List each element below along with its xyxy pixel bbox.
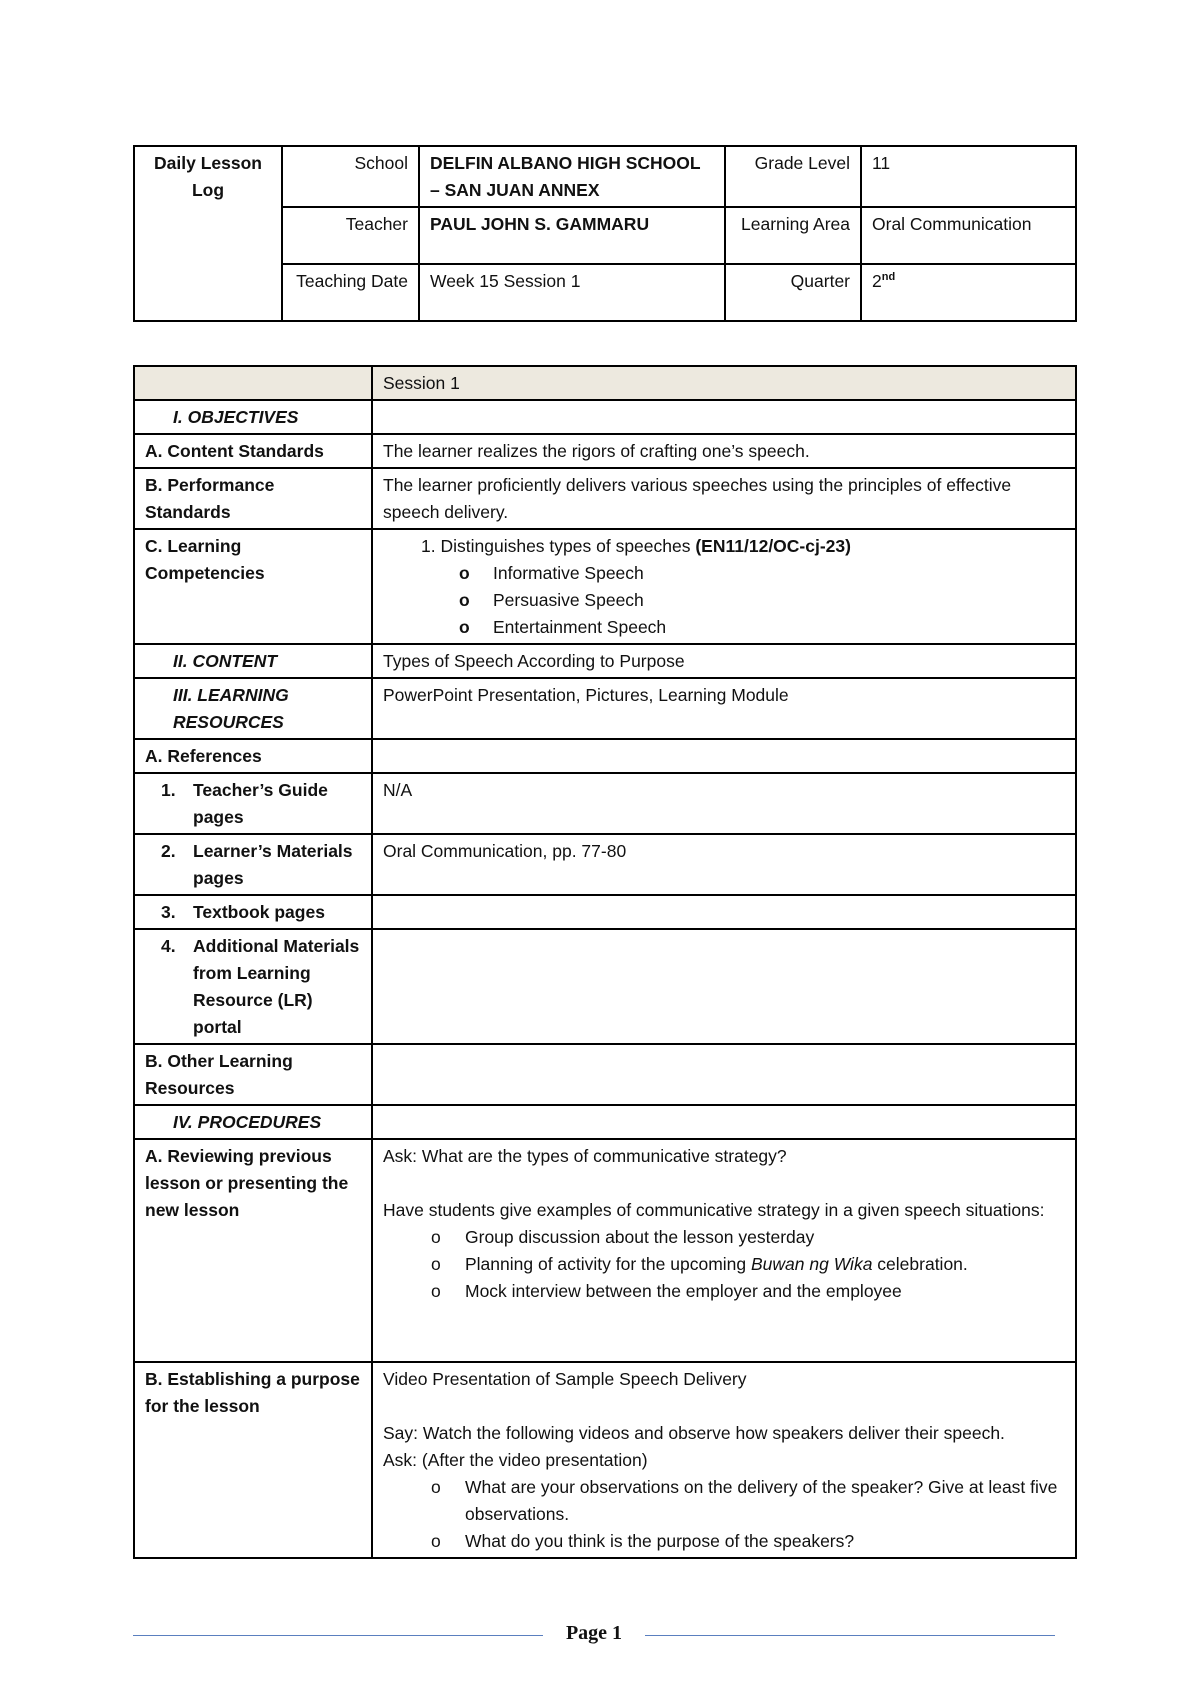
- school-value: DELFIN ALBANO HIGH SCHOOL – SAN JUAN ANNEX: [419, 146, 725, 207]
- purpose-label: B. Establishing a purpose for the lesson: [134, 1362, 372, 1558]
- ref-number: 1.: [161, 780, 176, 800]
- ref-value: [372, 929, 1076, 1044]
- ref-label: Learner’s Materials pages: [193, 841, 353, 888]
- content-value: Types of Speech According to Purpose: [372, 644, 1076, 678]
- review-label: A. Reviewing previous lesson or presenting the new lesson: [134, 1139, 372, 1362]
- grade-value: 11: [861, 146, 1076, 207]
- ref-number: 2.: [161, 841, 176, 861]
- quarter-value: [861, 264, 1076, 321]
- ref-item-2: [134, 834, 372, 895]
- ref-label: Teacher’s Guide pages: [193, 780, 328, 827]
- references-label: A. References: [134, 739, 372, 773]
- list-item: o Group discussion about the lesson yesterday: [431, 1224, 1065, 1251]
- list-item: [431, 1251, 1065, 1278]
- review-instruction: Have students give examples of communicative strategy in a given speech situations:: [383, 1200, 1045, 1220]
- list-item: o Informative Speech: [459, 560, 1065, 587]
- competency-text: Distinguishes types of speeches: [440, 536, 696, 556]
- area-value: Oral Communication: [861, 207, 1076, 264]
- page-number: Page 1: [565, 1622, 623, 1644]
- page-footer: [133, 1620, 1055, 1650]
- lesson-log-table: [133, 365, 1077, 1559]
- date-value: Week 15 Session 1: [419, 264, 725, 321]
- ref-value: [372, 895, 1076, 929]
- list-item-text: celebration.: [872, 1254, 968, 1274]
- review-value: [372, 1139, 1076, 1362]
- ref-item-1: [134, 773, 372, 834]
- references-empty: [372, 739, 1076, 773]
- review-ask: Ask: What are the types of communicative strategy?: [383, 1146, 787, 1166]
- quarter-number: 2: [872, 271, 882, 291]
- purpose-value: [372, 1362, 1076, 1558]
- objectives-heading: I. OBJECTIVES: [134, 400, 372, 434]
- header-table: [133, 145, 1077, 322]
- other-resources-empty: [372, 1044, 1076, 1105]
- competencies-label: C. Learning Competencies: [134, 529, 372, 644]
- ref-value: N/A: [372, 773, 1076, 834]
- log-title: Daily Lesson Log: [134, 146, 282, 321]
- list-item: o What are your observations on the delivery of the speaker? Give at least five observations.: [431, 1474, 1065, 1528]
- content-heading: II. CONTENT: [134, 644, 372, 678]
- list-item-emphasis: Buwan ng Wika: [751, 1254, 873, 1274]
- review-list: [383, 1224, 1065, 1305]
- competency-line: [383, 533, 1065, 560]
- purpose-say: Say: Watch the following videos and observe how speakers deliver their speech.: [383, 1423, 1005, 1443]
- list-item: o Entertainment Speech: [459, 614, 1065, 641]
- session-header-empty: [134, 366, 372, 400]
- ref-item-3: [134, 895, 372, 929]
- teacher-value: PAUL JOHN S. GAMMARU: [419, 207, 725, 264]
- other-resources-label: B. Other Learning Resources: [134, 1044, 372, 1105]
- performance-standards-value: The learner proficiently delivers various speeches using the principles of effective speech delivery.: [372, 468, 1076, 529]
- competency-number: 1.: [421, 536, 436, 556]
- list-item-text: Planning of activity for the upcoming: [465, 1254, 751, 1274]
- school-label: School: [282, 146, 419, 207]
- list-item: o What do you think is the purpose of the speakers?: [431, 1528, 1065, 1555]
- purpose-list: [383, 1474, 1065, 1555]
- content-standards-label: A. Content Standards: [134, 434, 372, 468]
- list-item: o Persuasive Speech: [459, 587, 1065, 614]
- competency-list: [383, 560, 1065, 641]
- quarter-label: Quarter: [725, 264, 861, 321]
- resources-value: PowerPoint Presentation, Pictures, Learning Module: [372, 678, 1076, 739]
- resources-heading: III. LEARNING RESOURCES: [134, 678, 372, 739]
- procedures-empty: [372, 1105, 1076, 1139]
- quarter-suffix: nd: [881, 271, 896, 284]
- session-header: Session 1: [372, 366, 1076, 400]
- procedures-heading: IV. PROCEDURES: [134, 1105, 372, 1139]
- purpose-video: Video Presentation of Sample Speech Delivery: [383, 1369, 747, 1389]
- competencies-value: [372, 529, 1076, 644]
- ref-number: 4.: [161, 936, 176, 956]
- purpose-ask: Ask: (After the video presentation): [383, 1450, 648, 1470]
- competency-code: (EN11/12/OC-cj-23): [695, 536, 851, 556]
- ref-number: 3.: [161, 902, 176, 922]
- area-label: Learning Area: [725, 207, 861, 264]
- content-standards-value: The learner realizes the rigors of crafting one’s speech.: [372, 434, 1076, 468]
- ref-value: Oral Communication, pp. 77-80: [372, 834, 1076, 895]
- ref-item-4: [134, 929, 372, 1044]
- ref-label: Additional Materials from Learning Resource (LR) portal: [193, 936, 360, 1037]
- ref-label: Textbook pages: [193, 902, 325, 922]
- performance-standards-label: B. Performance Standards: [134, 468, 372, 529]
- list-item: o Mock interview between the employer and the employee: [431, 1278, 1065, 1305]
- teacher-label: Teacher: [282, 207, 419, 264]
- objectives-empty: [372, 400, 1076, 434]
- date-label: Teaching Date: [282, 264, 419, 321]
- grade-label: Grade Level: [725, 146, 861, 207]
